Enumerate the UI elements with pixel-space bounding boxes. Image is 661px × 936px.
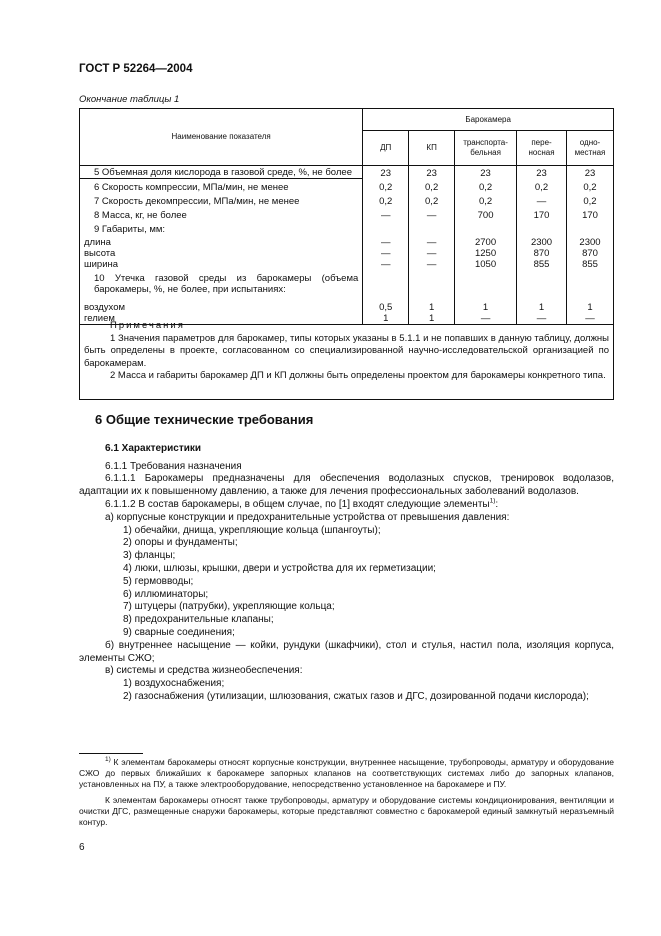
cell-value: 0,2 — [363, 179, 409, 193]
row-name: воздухом — [80, 298, 363, 313]
cell-value: 170 — [566, 207, 613, 221]
cell-value: — — [517, 313, 567, 325]
footnote-ref: 1) — [489, 497, 496, 505]
notes-title: Примечания — [110, 320, 185, 331]
table-row — [80, 235, 614, 248]
cell-value: — — [455, 313, 517, 325]
header-col-portable: пере- носная — [517, 131, 567, 166]
list-item: 6) иллюминаторы; — [123, 588, 209, 600]
cell-value: — — [517, 193, 567, 207]
list-item: 2) опоры и фундаменты; — [123, 537, 238, 549]
cell-value: 700 — [455, 207, 517, 221]
cell-value: — — [363, 248, 409, 259]
row-name: ширина — [80, 259, 363, 270]
cell-value: 870 — [517, 248, 567, 259]
list-item: 8) предохранительные клапаны; — [123, 614, 274, 626]
cell-value: — — [409, 207, 455, 221]
table-row — [80, 259, 614, 270]
row-name: 9 Габариты, мм: — [80, 221, 363, 235]
list-item: 5) гермовводы; — [123, 575, 194, 587]
row-name: гелием — [80, 313, 363, 325]
footnote-mark: 1) — [105, 756, 111, 764]
cell-value: 0,2 — [409, 193, 455, 207]
cell-value — [517, 221, 567, 235]
cell-value: 855 — [517, 259, 567, 270]
parameters-table — [79, 108, 614, 325]
table-row — [80, 193, 614, 207]
section-body — [79, 414, 614, 704]
page-number: 6 — [79, 842, 85, 853]
cell-value: — — [566, 313, 613, 325]
subsection-heading: 6.1 Характеристики — [105, 442, 202, 454]
cell-value: 170 — [517, 207, 567, 221]
header-col-single: одно- местная — [566, 131, 613, 166]
paragraph: 6.1.1.2 В состав барокамеры, в общем случае, по [1] входят следующие элементы$^{1)}$: — [105, 497, 499, 510]
cell-value: 1050 — [455, 259, 517, 270]
cell-value: 2300 — [517, 235, 567, 248]
cell-value: 23 — [517, 166, 567, 179]
footnotes — [79, 757, 614, 828]
list-item: 9) сварные соединения; — [123, 626, 235, 638]
cell-value — [363, 270, 409, 298]
cell-value: 0,5 — [363, 298, 409, 313]
cell-value — [455, 270, 517, 298]
list-item: 3) фланцы; — [123, 550, 176, 562]
table-notes — [79, 318, 614, 400]
header-col-transport: транспорта- бельная — [455, 131, 517, 166]
table-row — [80, 166, 614, 179]
cell-value — [566, 270, 613, 298]
cell-value — [363, 221, 409, 235]
cell-value: — — [409, 248, 455, 259]
note-item: 1 Значения параметров для барокамер, типы которых указаны в 5.1.1 и не попавших в данную таблицу, должны быть определены в проекте, согласованном со специализированной научно-исследовательской организацией по барокамерам. — [84, 332, 609, 369]
cell-value: 2300 — [566, 235, 613, 248]
cell-value: 0,2 — [363, 193, 409, 207]
table-caption: Окончание таблицы 1 — [79, 94, 180, 105]
cell-value: — — [363, 207, 409, 221]
cell-value — [409, 221, 455, 235]
list-item: б) внутреннее насыщение — койки, рундуки (шкафчики), стол и стулья, настил пола, изоляция корпуса, элементы СЖО; — [79, 639, 614, 664]
table-row — [80, 179, 614, 193]
cell-value: 2700 — [455, 235, 517, 248]
list-item: 2) газоснабжения (утилизации, шлюзования, сжатых газов и ДГС, дозированной подачи кислорода); — [123, 690, 589, 702]
cell-value: 0,2 — [455, 193, 517, 207]
cell-value: 0,2 — [566, 179, 613, 193]
row-name: высота — [80, 248, 363, 259]
table-row — [80, 221, 614, 235]
cell-value: 1 — [455, 298, 517, 313]
cell-value — [455, 221, 517, 235]
note-item: 2 Масса и габариты барокамер ДП и КП должны быть определены проектом для барокамеры конкретного типа. — [110, 370, 606, 382]
row-name: длина — [80, 235, 363, 248]
header-col-dp: ДП — [363, 131, 409, 166]
cell-value: — — [409, 259, 455, 270]
row-name: 7 Скорость декомпрессии, МПа/мин, не менее — [80, 193, 363, 207]
footnote-continuation: К элементам барокамеры относят также трубопроводы, арматуру и оборудование системы кондиционирования, вентиляции и очистки ДГС, размещенные снаружи барокамеры, которые представляют совместно с барокамерой единый замкнутый неразъемный контур. — [79, 794, 614, 828]
table-row — [80, 207, 614, 221]
footnote-separator — [79, 753, 143, 754]
cell-value: 23 — [455, 166, 517, 179]
cell-value: 0,2 — [455, 179, 517, 193]
list-item: в) системы и средства жизнеобеспечения: — [105, 665, 303, 677]
cell-value: 870 — [566, 248, 613, 259]
list-item: 7) штуцеры (патрубки), укрепляющие кольца; — [123, 601, 335, 613]
list-item: 1) обечайки, днища, укрепляющие кольца (шпангоуты); — [123, 524, 381, 536]
cell-value: — — [363, 259, 409, 270]
list-item: 4) люки, шлюзы, крышки, двери и устройства для их герметизации; — [123, 562, 436, 574]
row-name: 6 Скорость компрессии, МПа/мин, не менее — [80, 179, 363, 193]
header-parameter-name: Наименование показателя — [80, 109, 363, 166]
header-col-kp: КП — [409, 131, 455, 166]
cell-value: 0,2 — [409, 179, 455, 193]
paragraph: 6.1.1.1 Барокамеры предназначены для обеспечения водолазных спусков, тренировок водолазов, адаптации их к повышенному давлению, а также для лечения профессиональных заболеваний водолазов. — [79, 473, 614, 498]
cell-value: 1 — [409, 313, 455, 325]
cell-value: — — [363, 235, 409, 248]
cell-value — [566, 221, 613, 235]
cell-value: 23 — [409, 166, 455, 179]
list-item: а) корпусные конструкции и предохранительные устройства от превышения давления: — [105, 511, 510, 523]
cell-value: 23 — [566, 166, 613, 179]
cell-value: 1 — [566, 298, 613, 313]
cell-value — [409, 270, 455, 298]
cell-value: 0,2 — [517, 179, 567, 193]
cell-value: 1 — [517, 298, 567, 313]
table-row — [80, 298, 614, 313]
cell-value: 1 — [409, 298, 455, 313]
cell-value — [517, 270, 567, 298]
paragraph: 6.1.1 Требования назначения — [105, 460, 242, 472]
table-row — [80, 248, 614, 259]
cell-value: 855 — [566, 259, 613, 270]
cell-value: 1250 — [455, 248, 517, 259]
list-item: 1) воздухоснабжения; — [123, 678, 225, 690]
header-group-barocamera: Барокамера — [363, 109, 614, 131]
document-code-header: ГОСТ Р 52264—2004 — [79, 63, 193, 75]
row-name: 8 Масса, кг, не более — [80, 207, 363, 221]
cell-value: 1 — [363, 313, 409, 325]
cell-value: 0,2 — [566, 193, 613, 207]
row-name: 5 Объемная доля кислорода в газовой среде, %, не более — [80, 166, 363, 179]
row-name: 10 Утечка газовой среды из барокамеры (объема барокамеры, %, не более, при испытаниях: — [80, 270, 363, 298]
footnote: $^{1)}$ К элементам барокамеры относят корпусные конструкции, внутреннее насыщение, трубопроводы, арматуру и оборудование СЖО до первых ближайших к барокамере запорных клапанов на соответствующих системах либо до запорных клапанов, установленных на ПУ, а также электрооборудование, непосредственно установленное на барокамере и ПУ. — [79, 756, 614, 790]
table-row — [80, 270, 614, 298]
section-heading: 6 Общие технические требования — [95, 412, 314, 427]
cell-value: — — [409, 235, 455, 248]
cell-value: 23 — [363, 166, 409, 179]
